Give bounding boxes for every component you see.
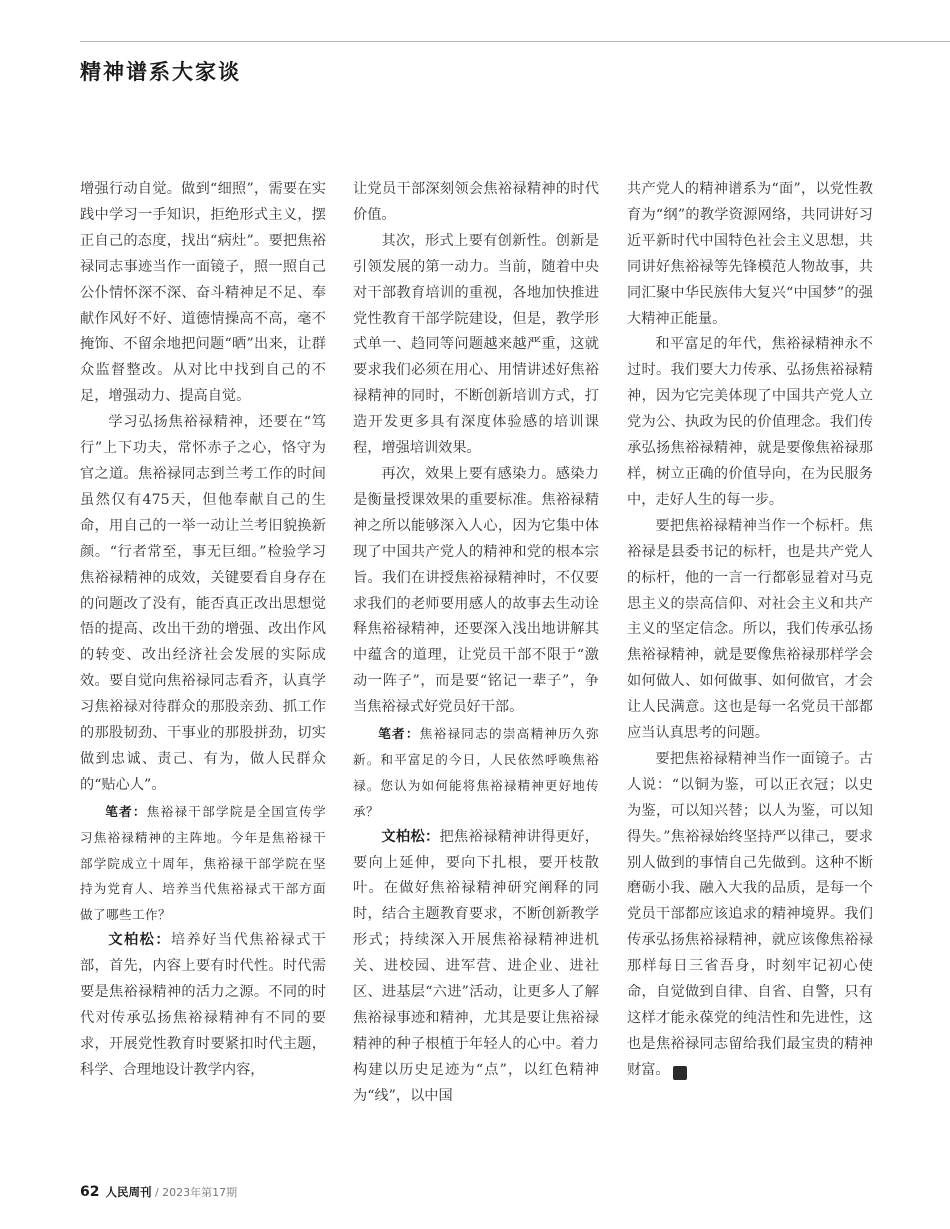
interview-answer — [80, 928, 326, 1083]
header-rule — [80, 41, 950, 42]
page-number: 62 — [80, 1184, 100, 1200]
paragraph: 其次，形式上要有创新性。创新是引领发展的第一动力。当前，随着中央对干部教育培训的重视，各地加快推进党性教育干部学院建设，但是，教学形式单一、趋同等问题越来越严重，这就要求我们必须在用心、用情讲述好焦裕禄精神的同时，不断创新培训方式，打造开发更多具有深度体验感的培训课程，增强培训效果。 — [353, 232, 599, 457]
article-column-3 — [627, 177, 873, 1084]
page-footer — [80, 1184, 237, 1200]
interviewer-label: 笔者： — [378, 726, 420, 742]
section-title: 精神谱系大家谈 — [80, 60, 241, 84]
answer-text: 培养好当代焦裕禄式干部，首先，内容上要有时代性。时代需要是焦裕禄精神的活力之源。不同的时代对传承弘扬焦裕禄精神有不同的要求，开展党性教育时要紧扣时代主题，科学、合理地设计教学内容， — [80, 932, 326, 1078]
article-column-2 — [353, 177, 599, 1110]
interview-question — [353, 721, 599, 825]
paragraph — [627, 747, 873, 1084]
paragraph: 和平富足的年代，焦裕禄精神永不过时。我们要大力传承、弘扬焦裕禄精神，因为它完美体现了中国共产党人立党为公、执政为民的价值理念。我们传承弘扬焦裕禄精神，就是要像焦裕禄那样，树立正确的价值导向，在为民服务中，走好人生的每一步。 — [627, 336, 873, 508]
closing-paragraph-text: 要把焦裕禄精神当作一面镜子。古人说：“以铜为鉴，可以正衣冠；以史为鉴，可以知兴替；以人为鉴，可以知得失。”焦裕禄始终坚持严以律己，要求别人做到的事情自己先做到。这种不断磨砺小我、融入大我的品质，是每一个党员干部都应该追求的精神境界。我们传承弘扬焦裕禄精神，就应该像焦裕禄那样每日三省吾身，时刻牢记初心使命，自觉做到自律、自省、自警，只有这样才能永葆党的纯洁性和先进性，这也是焦裕禄同志留给我们最宝贵的精神财富。 — [627, 750, 873, 1078]
paragraph: 共产党人的精神谱系为“面”，以党性教育为“纲”的教学资源网络，共同讲好习近平新时代中国特色社会主义思想，共同讲好焦裕禄等先锋模范人物故事，共同汇聚中华民族伟大复兴“中国梦”的强大精神正能量。 — [627, 181, 873, 327]
answer-text: 把焦裕禄精神讲得更好，要向上延伸，要向下扎根，要开枝散叶。在做好焦裕禄精神研究阐释的同时，结合主题教育要求，不断创新教学形式；持续深入开展焦裕禄精神进机关、进校园、进军营、进企业、进社区、进基层“六进”活动，让更多人了解焦裕禄事迹和精神，尤其是要让焦裕禄精神的种子根植于年轻人的心中。着力构建以历史足迹为“点”，以红色精神为“线”，以中国 — [353, 828, 599, 1104]
paragraph: 增强行动自觉。做到“细照”，需要在实践中学习一手知识，拒绝形式主义，摆正自己的态度，找出“病灶”。要把焦裕禄同志事迹当作一面镜子，照一照自己公仆情怀深不深、奋斗精神足不足、奉献作风好不好、道德情操高不高，毫不掩饰、不留余地把问题“晒”出来，让群众监督整改。从对比中找到自己的不足，增强动力、提高自觉。 — [80, 181, 326, 405]
interviewer-label: 笔者： — [105, 803, 147, 819]
paragraph: 让党员干部深刻领会焦裕禄精神的时代价值。 — [353, 181, 599, 223]
paragraph: 要把焦裕禄精神当作一个标杆。焦裕禄是县委书记的标杆，也是共产党人的标杆，他的一言一行都彰显着对马克思主义的崇高信仰、对社会主义和共产主义的坚定信念。所以，我们传承弘扬焦裕禄精神，就是要像焦裕禄那样学会如何做人、如何做事、如何做官，才会让人民满意。这也是每一名党员干部都应当认真思考的问题。 — [627, 517, 873, 742]
magazine-name: 人民周刊 — [105, 1185, 152, 1199]
question-text: 焦裕禄同志的崇高精神历久弥新。和平富足的今日，人民依然呼唤焦裕禄。您认为如何能将焦裕禄精神更好地传承？ — [353, 726, 599, 819]
issue-info: / 2023年第17期 — [151, 1186, 238, 1199]
interviewee-label: 文柏松： — [381, 828, 440, 845]
interview-question — [80, 799, 326, 929]
interview-answer — [353, 825, 599, 1110]
article-column-1 — [80, 177, 326, 1084]
article-end-mark-icon: K — [673, 1066, 687, 1080]
question-text: 焦裕禄干部学院是全国宣传学习焦裕禄精神的主阵地。今年是焦裕禄干部学院成立十周年，焦裕禄干部学院在坚持为党育人、培养当代焦裕禄式干部方面做了哪些工作？ — [80, 803, 326, 923]
paragraph: 学习弘扬焦裕禄精神，还要在“笃行”上下功夫，常怀赤子之心，恪守为官之道。焦裕禄同志到兰考工作的时间虽然仅有475天，但他奉献自己的生命，用自己的一举一动让兰考旧貌换新颜。“行者常至，事无巨细。”检验学习焦裕禄精神的成效，关键要看自身存在的问题改了没有，能否真正改出思想觉悟的提高、改出干劲的增强、改出作风的转变、改出经济社会发展的实际成效。要自觉向焦裕禄同志看齐，认真学习焦裕禄对待群众的那股亲劲、抓工作的那股韧劲、干事业的那股拼劲，切实做到忠诚、责己、有为，做人民群众的“贴心人”。 — [80, 414, 326, 793]
paragraph: 再次，效果上要有感染力。感染力是衡量授课效果的重要标准。焦裕禄精神之所以能够深入人心，因为它集中体现了中国共产党人的精神和党的根本宗旨。我们在讲授焦裕禄精神时，不仅要求我们的老师要用感人的故事去生动诠释焦裕禄精神，还要深入浅出地讲解其中蕴含的道理，让党员干部不限于“激动一阵子”，而是要“铭记一辈子”，争当焦裕禄式好党员好干部。 — [353, 465, 599, 716]
interviewee-label: 文柏松： — [108, 932, 171, 949]
